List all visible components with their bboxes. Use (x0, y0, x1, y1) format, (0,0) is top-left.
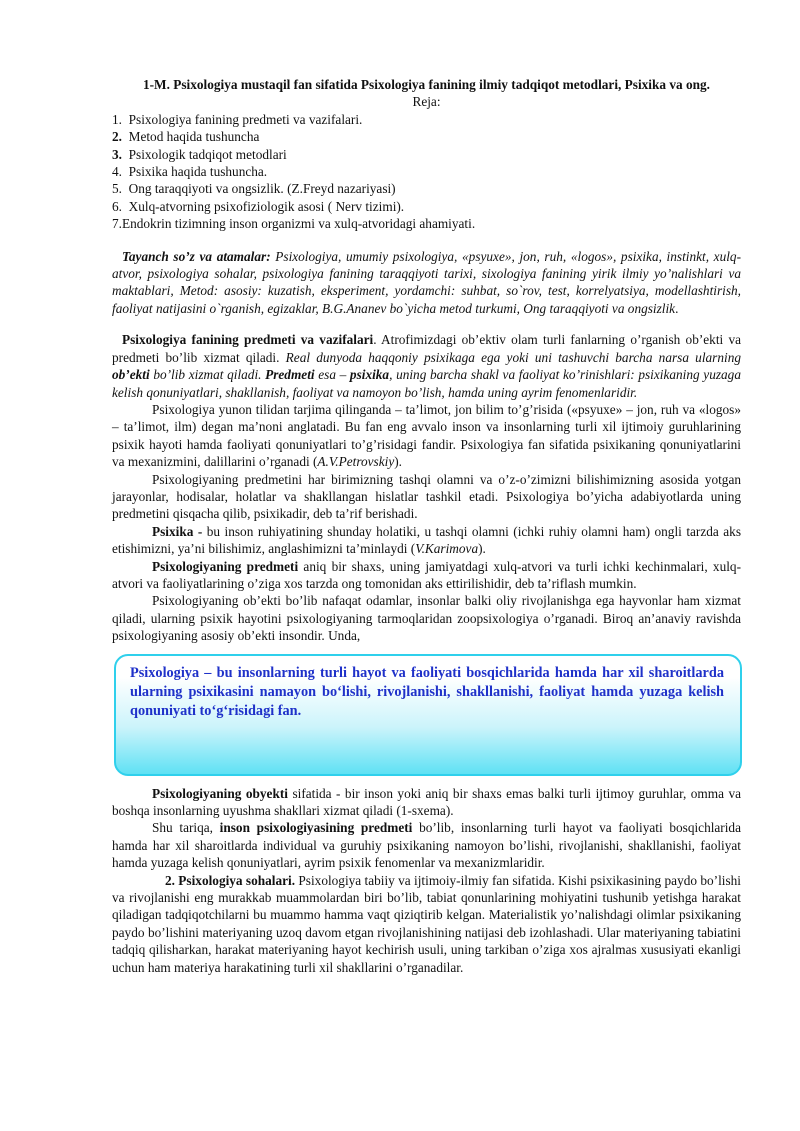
paragraph-end: ). (394, 454, 402, 470)
keywords-paragraph (112, 248, 741, 318)
plan-list (112, 111, 741, 233)
section1-heading: Psixologiya fanining predmeti va vazifalari (122, 332, 374, 348)
paragraph-text: Shu tariqa, (152, 820, 220, 836)
section1-paragraph6: Psixologiyaning ob’ekti bo’lib nafaqat odamlar, insonlar balki oliy rivojlanishga ega hayvonlar ham xizmat qiladi, ularning psixik hayotini psixologiyaning tarmoqlaridan zoopsixologiya o’rganadi. Biroq an’anaviy ravishda psixologiyaning asosiy ob’ekti insondir. Unda, (112, 593, 741, 644)
subject-term: Predmeti (265, 367, 315, 383)
inson-predmet-term: inson psixologiyasining predmeti (219, 820, 413, 836)
plan-item (112, 146, 741, 163)
document-title: 1-M. Psixologiya mustaqil fan sifatida Psixologiya fanining ilmiy tadqiqot metodlari, Psixika va ong. (142, 77, 710, 92)
plan-item (112, 128, 741, 145)
section1-paragraph1 (112, 331, 741, 401)
section1-text: . Atrofimizdagi ob’ektiv olam turli fanlarning o’rganish ob’ekti va predmeti bo’lib xizmat qiladi. (112, 332, 741, 365)
plan-item-number: 6. (112, 198, 122, 214)
plan-label: Reja: (412, 94, 441, 110)
paragraph-end: ). (478, 541, 486, 557)
predmet-term: Psixologiyaning predmeti (152, 558, 299, 574)
section2-paragraph (112, 872, 741, 976)
plan-item-number: 7. (112, 216, 122, 232)
definition-callout-box (114, 654, 742, 776)
plan-item-number: 3. (112, 146, 122, 162)
citation: A.V.Petrovskiy (317, 454, 395, 470)
section1-italic: bo’lib xizmat qiladi. (149, 367, 266, 383)
plan-item (112, 163, 741, 180)
plan-item (112, 180, 741, 197)
definition-callout-text: Psixologiya – bu insonlarning turli hayot va faoliyati bosqichlarida hamda har xil sharoitlarda ularning psixikasini namayon bo‘lishi, rivojlanishi, shakllanishi, faoliyat hamda yuzaga kelish qonuniyati to‘g‘risidagi fan. (130, 664, 724, 719)
obyekt-term: Psixologiyaning obyekti (152, 785, 288, 801)
section1-paragraph3: Psixologiyaning predmetini har birimizning tashqi olamni va o’z-o’zimizni bilishimizning asosida yotgan jarayonlar, hodisalar, holatlar va shakllangan hislatlar tashkil etadi. Psixologiya bo’yicha adabiyotlarda uning predmetini qisqacha qilib, psixikadir, deb ta’rif berishadi. (112, 471, 741, 522)
citation: V.Karimova (415, 541, 479, 557)
section2-heading: 2. Psixologiya sohalari. (165, 872, 296, 888)
plan-item-number: 1. (112, 111, 122, 127)
section1-paragraph4 (112, 523, 741, 558)
plan-item-number: 4. (112, 164, 122, 180)
plan-item-text: Endokrin tizimning inson organizmi va xulq-atvoridagi ahamiyati. (121, 216, 476, 232)
paragraph-text: bo’lib, insonlarning turli hayot va faoliyati bosqichlarida hamda har xil sharoitlarda individual va guruhiy psixikaning namoyon bo’lishi, rivojlanishi, shakllanishi, faoliyat hamda yuzaga kelish qonuniyatlari, ayrim psixik fenomenlar va mexanizmlaridir. (112, 820, 741, 871)
plan-item-text: Psixologik tadqiqot metodlari (128, 146, 287, 162)
section1-paragraph5 (112, 558, 741, 593)
plan-item-text: Ong taraqqiyoti va ongsizlik. (Z.Freyd nazariyasi) (128, 181, 396, 197)
plan-item-text: Psixika haqida tushuncha. (128, 164, 268, 180)
psyche-definition-term: Psixika - (152, 523, 207, 539)
object-term: ob’ekti (112, 367, 150, 383)
plan-item-number: 5. (112, 181, 122, 197)
section2-text: Psixologiya tabiiy va ijtimoiy-ilmiy fan sifatida. Kishi psixikasining paydo bo’lishi va rivojlanishi eng murakkab muammolardan biri bo’lib, tabiat qonunlarining mohiyatini tushunib yetishga harakat qiladigan tadqiqotchilarni bu muammo hamma vaqt qiziqtirib kelgan. Materialistik yo’nalishdagi olimlar psixikaning paydo bo’lishini materiyaning uzoq davom etgan rivojlanishining natijasi deb izohlashadi. Ular materiyaning tabiatini tadqiq qilisharkan, harakat materiyaning hayot kechirish usuli, uning tarkiban o’ziga xos ajralmas xususiyati ekanligi uchun ham materiya harakatining turli xil shakllarini o’rganadilar. (112, 872, 741, 975)
plan-item (112, 215, 741, 232)
psyche-term: psixika (349, 367, 390, 383)
paragraph-text: aniq bir shaxs, uning jamiyatdagi xulq-atvori va turli ichki kechinmalari, xulq-atvori va faoliyatlarining o’ziga xos tarzda ong tomonidan aks ettirilishidir, deb ta’riflash mumkin. (112, 558, 741, 591)
section1-paragraph2 (112, 401, 741, 471)
plan-item (112, 111, 741, 128)
section1-paragraph7 (112, 785, 741, 820)
plan-item-text: Psixologiya fanining predmeti va vazifalari. (128, 111, 363, 127)
plan-item-text: Xulq-atvorning psixofiziologik asosi ( Nerv tizimi). (128, 198, 405, 214)
keywords-text: Psixologiya, umumiy psixologiya, «psyuxe», jon, ruh, «logos», psixika, instinkt, xulq-atvor, psixologiya sohalar, psixologiya fanining taraqqiyoti tarixi, sixologiya fanining yirik ilmiy yo’nalishlari va maktablari, Metod: asosiy: kuzatish, eksperiment, yordamchi: suhbat, so`rov, test, korrelyatsiya, modellashtirish, faoliyat natijasini o`rganish, egizaklar, B.G.Ananev bo`yicha metod turkumi, Ong taraqqiyoti va ongsizlik (112, 248, 741, 316)
paragraph-text: bu inson ruhiyatining shunday holatiki, u tashqi olamni (ichki ruhiy olamni ham) ongli tarzda aks etishimizni, ya’ni bilishimiz, anglashimizni ta’minlaydi ( (112, 523, 741, 557)
keywords-end: . (675, 300, 679, 316)
keywords-label: Tayanch so’z va atamalar: (122, 248, 271, 264)
plan-item (112, 198, 741, 215)
section1-italic: esa – (314, 367, 350, 383)
plan-item-number: 2. (112, 129, 122, 145)
plan-item-text: Metod haqida tushuncha (128, 129, 260, 145)
paragraph-text: Psixologiya yunon tilidan tarjima qilinganda – ta’limot, jon bilim to’g’risida («psyuxe» – jon, ruh va «logos» – ta’limot, ilm) degan ma’noni anglatadi. Bu fan eng avvalo inson va insonlarning turli xil ijtimoiy guruhlarining psixik hayoti hamda faoliyati qonuniyatlari to’g’risidagi fandir. Psixologiya fan sifatida psixikaning qonuniyatlarini va mexanizmini, dalillarini o’rganadi ( (112, 401, 741, 470)
section1-paragraph8 (112, 819, 741, 871)
section1-italic: Real dunyoda haqqoniy psixikaga ega yoki uni tashuvchi barcha narsa ularning (285, 349, 741, 365)
paragraph-text: sifatida - bir inson yoki aniq bir shaxs emas balki turli ijtimoy guruhlar, omma va boshqa insonlarning uyushma shakllari xizmat qiladi (1-sxema). (112, 785, 741, 818)
document-page (112, 76, 741, 976)
section1-italic: , uning barcha shakl va faoliyat ko’rinishlari: psixikaning yuzaga kelish qonuniyatlari, shakllanish, faoliyat va namoyon bo’lish, hamda uning ayrim fenomenlaridir. (112, 367, 741, 400)
